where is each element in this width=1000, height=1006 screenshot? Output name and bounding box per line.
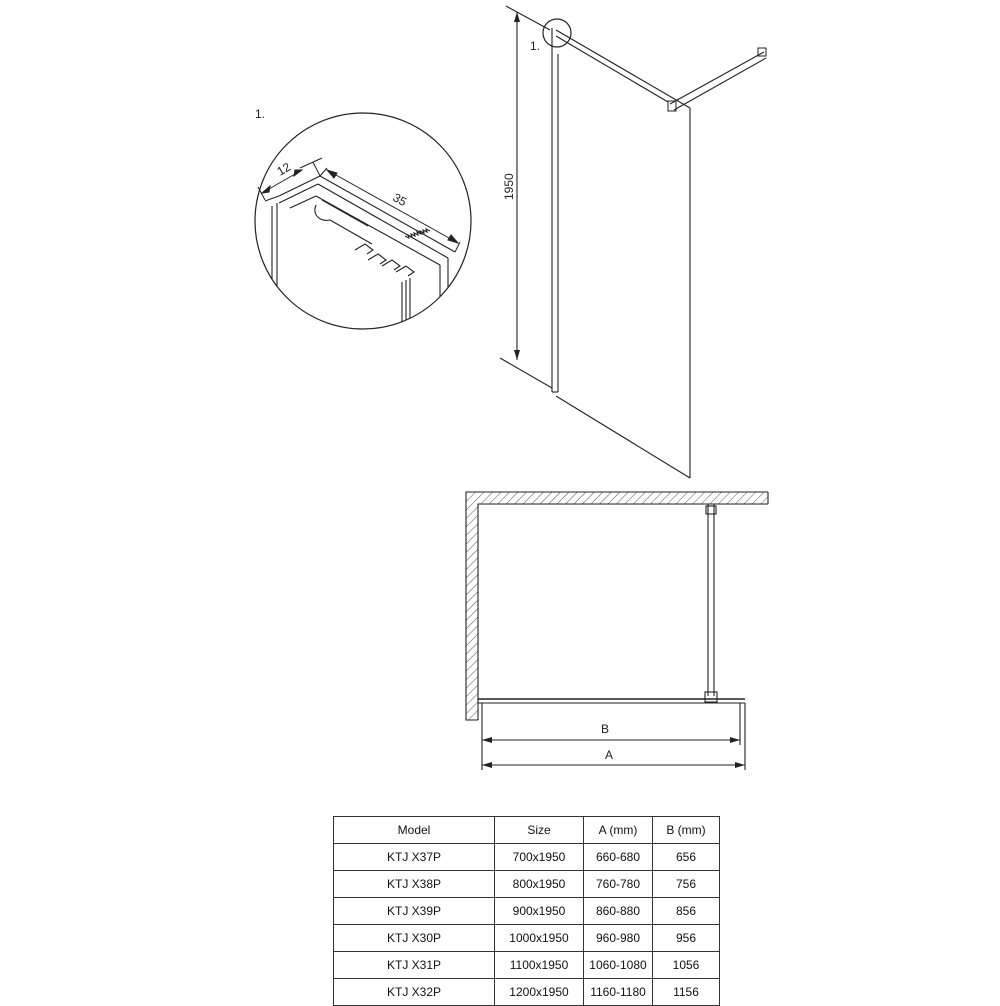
elevation-view bbox=[500, 6, 766, 478]
cell-size: 1000x1950 bbox=[495, 925, 584, 952]
cell-a: 1160-1180 bbox=[584, 979, 653, 1006]
cell-model: KTJ X30P bbox=[334, 925, 495, 952]
cell-b: 1056 bbox=[653, 952, 720, 979]
table-row bbox=[334, 898, 720, 925]
cell-size: 1200x1950 bbox=[495, 979, 584, 1006]
cell-a: 760-780 bbox=[584, 871, 653, 898]
cell-b: 856 bbox=[653, 898, 720, 925]
table-header-row bbox=[334, 817, 720, 844]
dimension-length-label: 35 bbox=[390, 190, 410, 210]
header-size: Size bbox=[495, 817, 584, 844]
callout-label: 1. bbox=[530, 39, 541, 53]
cell-model: KTJ X37P bbox=[334, 844, 495, 871]
dimension-depth bbox=[258, 158, 322, 200]
table-row bbox=[334, 871, 720, 898]
dimension-b-label: B bbox=[600, 722, 610, 736]
cell-model: KTJ X39P bbox=[334, 898, 495, 925]
cell-a: 960-980 bbox=[584, 925, 653, 952]
wall-side bbox=[466, 504, 478, 720]
height-dimension-label: 1950 bbox=[502, 173, 516, 200]
cell-a: 860-880 bbox=[584, 898, 653, 925]
header-b: B (mm) bbox=[653, 817, 720, 844]
detail-label: 1. bbox=[255, 107, 266, 121]
dimension-depth-label: 12 bbox=[274, 159, 294, 179]
cell-size: 900x1950 bbox=[495, 898, 584, 925]
dimension-a-label: A bbox=[604, 748, 614, 762]
cell-model: KTJ X31P bbox=[334, 952, 495, 979]
cell-b: 756 bbox=[653, 871, 720, 898]
table-row bbox=[334, 844, 720, 871]
plan-view bbox=[466, 492, 768, 770]
cell-model: KTJ X32P bbox=[334, 979, 495, 1006]
table-row bbox=[334, 952, 720, 979]
cell-size: 1100x1950 bbox=[495, 952, 584, 979]
cell-b: 1156 bbox=[653, 979, 720, 1006]
detail-view bbox=[255, 107, 471, 335]
cell-a: 660-680 bbox=[584, 844, 653, 871]
header-a: A (mm) bbox=[584, 817, 653, 844]
cell-size: 700x1950 bbox=[495, 844, 584, 871]
detail-profile bbox=[265, 176, 455, 335]
wall-back bbox=[466, 492, 768, 504]
detail-circle bbox=[255, 113, 471, 329]
cell-size: 800x1950 bbox=[495, 871, 584, 898]
callout-circle bbox=[543, 19, 571, 47]
table-row bbox=[334, 979, 720, 1006]
spec-table bbox=[333, 816, 720, 1006]
cell-a: 1060-1080 bbox=[584, 952, 653, 979]
table-row bbox=[334, 925, 720, 952]
header-model: Model bbox=[334, 817, 495, 844]
cell-b: 656 bbox=[653, 844, 720, 871]
cell-b: 956 bbox=[653, 925, 720, 952]
cell-model: KTJ X38P bbox=[334, 871, 495, 898]
